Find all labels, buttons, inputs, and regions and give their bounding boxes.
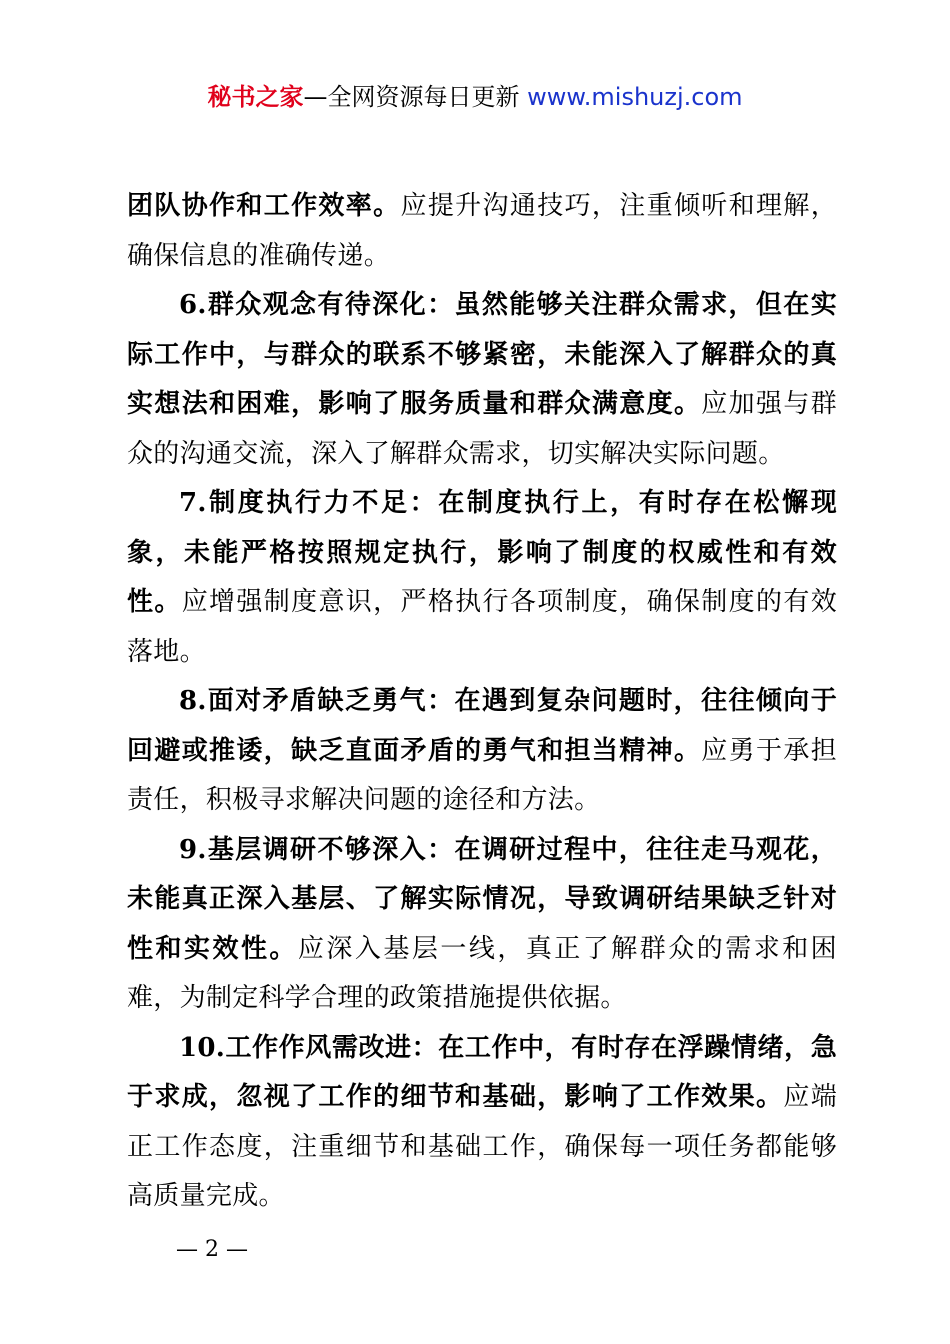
item-number: 10. xyxy=(179,1032,226,1063)
document-body xyxy=(127,182,837,1222)
paragraph-item-10 xyxy=(127,1024,837,1222)
paragraph-normal-text: 应勇于承担责任，积极寻求解决问题的途径和方法。 xyxy=(127,735,837,815)
brand-name: 秘书之家 xyxy=(207,83,304,111)
paragraph-bold-text: 制度执行力不足：在制度执行上，有时存在松懈现象，未能严格按照规定执行，影响了制度的权威性和有效性。 xyxy=(127,488,837,617)
item-number: 7. xyxy=(179,488,207,518)
paragraph-normal-text: 应深入基层一线，真正了解群众的需求和困难，为制定科学合理的政策措施提供依据。 xyxy=(127,933,837,1013)
paragraph-item-9 xyxy=(127,826,837,1024)
page-header xyxy=(0,80,950,114)
paragraph-normal-text: 应提升沟通技巧，注重倾听和理解，确保信息的准确传递。 xyxy=(127,191,837,271)
paragraph-continued xyxy=(127,182,837,281)
item-number: 6. xyxy=(179,290,207,320)
paragraph-bold-text: 团队协作和工作效率。 xyxy=(127,191,401,221)
paragraph-normal-text: 应端正工作态度，注重细节和基础工作，确保每一项任务都能够高质量完成。 xyxy=(127,1082,837,1211)
paragraph-item-6 xyxy=(127,281,837,479)
item-number: 9. xyxy=(179,834,207,865)
header-tagline: —全网资源每日更新 xyxy=(303,83,528,111)
paragraph-normal-text: 应增强制度意识，严格执行各项制度，确保制度的有效落地。 xyxy=(127,587,837,667)
item-number: 8. xyxy=(179,686,207,716)
paragraph-item-8 xyxy=(127,677,837,826)
page-number: — 2 — xyxy=(176,1237,248,1262)
paragraph-normal-text: 应加强与群众的沟通交流，深入了解群众需求，切实解决实际问题。 xyxy=(127,389,837,469)
paragraph-bold-text: 工作作风需改进：在工作中，有时存在浮躁情绪，急于求成，忽视了工作的细节和基础，影响了工作效果。 xyxy=(127,1032,837,1112)
paragraph-item-7 xyxy=(127,479,837,677)
site-url[interactable]: www.mishuzj.com xyxy=(527,83,743,111)
paragraph-bold-text: 群众观念有待深化：虽然能够关注群众需求，但在实际工作中，与群众的联系不够紧密，未能深入了解群众的真实想法和困难，影响了服务质量和群众满意度。 xyxy=(127,290,837,419)
paragraph-bold-text: 面对矛盾缺乏勇气：在遇到复杂问题时，往往倾向于回避或推诿，缺乏直面矛盾的勇气和担当精神。 xyxy=(127,686,837,766)
paragraph-bold-text: 基层调研不够深入：在调研过程中，往往走马观花，未能真正深入基层、了解实际情况，导致调研结果缺乏针对性和实效性。 xyxy=(127,834,837,964)
